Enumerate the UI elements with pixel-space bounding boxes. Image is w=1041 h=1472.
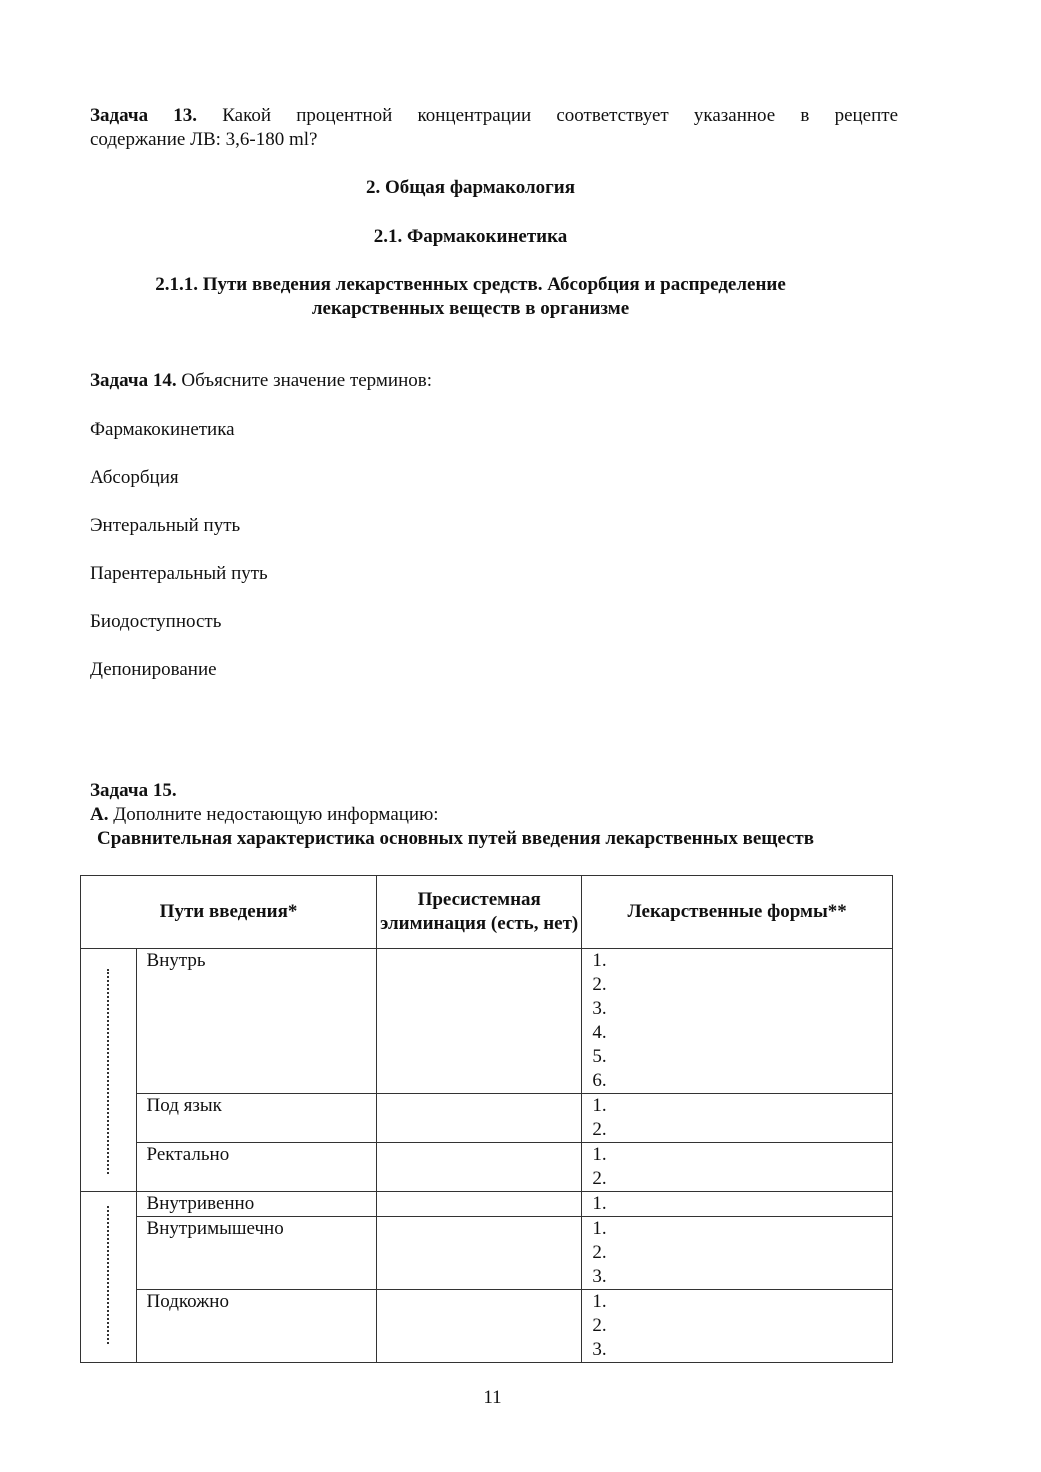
table-row bbox=[81, 1192, 893, 1217]
presystemic-cell bbox=[377, 1094, 582, 1143]
task-13-line1: Какой процентной концентрации соответствует указанное в рецепте bbox=[222, 105, 899, 126]
forms-cell: 1. 2. 3. 4. 5. 6. bbox=[582, 949, 893, 1094]
task-15 bbox=[90, 779, 177, 803]
table-title: Сравнительная характеристика основных путей введения лекарственных веществ bbox=[97, 828, 815, 849]
page-number: 11 bbox=[483, 1387, 502, 1408]
route-cell: Под язык bbox=[136, 1094, 377, 1143]
table-row bbox=[81, 949, 893, 1094]
route-cell: Внутрь bbox=[136, 949, 377, 1094]
routes-table bbox=[80, 875, 893, 1363]
subsection-heading: 2.1. Фармакокинетика bbox=[373, 226, 568, 247]
presystemic-cell bbox=[377, 1192, 582, 1217]
header-forms: Лекарственные формы** bbox=[582, 876, 893, 949]
table-row bbox=[81, 1290, 893, 1363]
forms-cell: 1. 2. 3. bbox=[582, 1217, 893, 1290]
enteral-group-cell bbox=[81, 949, 137, 1192]
presystemic-cell bbox=[377, 1217, 582, 1290]
task-14-text: Объясните значение терминов: bbox=[181, 370, 433, 391]
table-header-row bbox=[81, 876, 893, 949]
task-15-part-a-label: А. bbox=[90, 804, 109, 825]
section-heading: 2. Общая фармакология bbox=[365, 177, 576, 198]
header-presystemic: Пресистемная элиминация (есть, нет) bbox=[377, 876, 582, 949]
route-cell: Внутривенно bbox=[136, 1192, 377, 1217]
table-row bbox=[81, 1143, 893, 1192]
term-item: Абсорбция bbox=[90, 467, 179, 488]
route-cell: Подкожно bbox=[136, 1290, 377, 1363]
dotted-blank bbox=[107, 1206, 111, 1344]
subsubsection-heading bbox=[0, 273, 991, 321]
table-row bbox=[81, 1094, 893, 1143]
presystemic-cell bbox=[377, 949, 582, 1094]
presystemic-cell bbox=[377, 1290, 582, 1363]
task-15-label: Задача 15. bbox=[90, 780, 177, 801]
term-item: Энтеральный путь bbox=[90, 515, 241, 536]
subsubsection-heading-line2: лекарственных веществ в организме bbox=[311, 298, 630, 319]
route-cell: Ректально bbox=[136, 1143, 377, 1192]
task-13-line2: содержание ЛВ: 3,6-180 ml? bbox=[90, 129, 318, 150]
term-item: Фармакокинетика bbox=[90, 419, 235, 440]
term-item: Депонирование bbox=[90, 659, 217, 680]
subsubsection-heading-line1: 2.1.1. Пути введения лекарственных средств. Абсорбция и распределение bbox=[155, 274, 786, 295]
term-item: Парентеральный путь bbox=[90, 563, 268, 584]
presystemic-cell bbox=[377, 1143, 582, 1192]
dotted-blank bbox=[107, 969, 111, 1174]
task-14 bbox=[90, 369, 432, 393]
forms-cell: 1. 2. bbox=[582, 1143, 893, 1192]
task-13-label: Задача 13. bbox=[90, 105, 198, 126]
header-routes: Пути введения* bbox=[81, 876, 377, 949]
forms-cell: 1. 2. 3. bbox=[582, 1290, 893, 1363]
forms-cell: 1. 2. bbox=[582, 1094, 893, 1143]
parenteral-group-cell bbox=[81, 1192, 137, 1363]
table-row bbox=[81, 1217, 893, 1290]
task-13 bbox=[90, 104, 898, 152]
task-15-part-a bbox=[90, 803, 439, 827]
term-item: Биодоступность bbox=[90, 611, 222, 632]
task-15-part-a-text: Дополните недостающую информацию: bbox=[113, 804, 439, 825]
route-cell: Внутримышечно bbox=[136, 1217, 377, 1290]
task-14-label: Задача 14. bbox=[90, 370, 177, 391]
forms-cell: 1. bbox=[582, 1192, 893, 1217]
